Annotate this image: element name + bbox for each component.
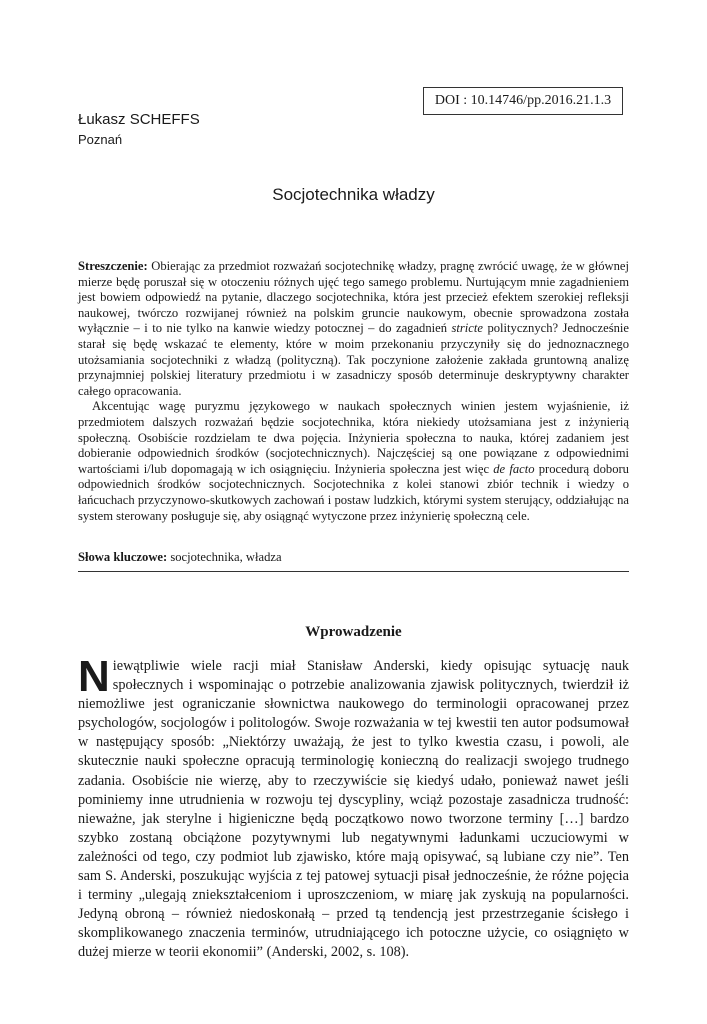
separator-rule (78, 571, 629, 572)
abstract-italic-2: de facto (493, 461, 535, 476)
abstract-paragraph-2 (78, 399, 629, 524)
abstract (78, 259, 629, 524)
author-name: Łukasz SCHEFFS (78, 111, 200, 128)
doi-box (423, 87, 623, 115)
body-text (78, 652, 629, 963)
keywords (78, 549, 629, 565)
keywords-value: socjotechnika, władza (167, 550, 282, 564)
abstract-text-2b: procedurą doboru odpowiednich środków socjotechnicznych. Socjotechnika z kolei stanowi zbiór technik i wiedzy o łańcuchach przyczynowo-skutkowych zachowań i postaw ludzkich, którymi system sterujący, oddziałując na system sterowany posługuje się, aby osiągnąć wytyczone przez inżynierię społeczną cele. (78, 461, 629, 523)
abstract-paragraph-1 (78, 259, 629, 399)
body-paragraph (78, 652, 629, 963)
abstract-italic-1: stricte (451, 321, 483, 336)
abstract-text-1b: politycznych? Jednocześnie starał się będę wskazać te elementy, które w moim przekonaniu przyczyniły się do jednoznacznego utożsamiania socjotechniki z władzą (polityczną). Tak poczynione założenie zakłada gruntowną analizę przynajmniej polskiej literatury przedmiotu i w zasadniczy sposób determinuje deskryptywny charakter całego opracowania. (78, 321, 629, 398)
section-heading: Wprowadzenie (305, 624, 402, 640)
keywords-label: Słowa kluczowe: (78, 550, 168, 564)
abstract-text-2a: Akcentując wagę puryzmu językowego w naukach społecznych winien jestem wyjaśnienie, iż przedmiotem dalszych rozważań będzie socjotechnika, która niekiedy utożsamiana jest z inżynierią społeczną. Osobiście rozdzielam te dwa pojęcia. Inżynieria społeczna to nauka, której zadaniem jest dobieranie odpowiednich środków (socjotechnicznych). Najczęściej są one powiązane z odpowiednimi wartościami i/lub dopomagają w ich osiągnięciu. Inżynieria społeczna jest więc (78, 399, 629, 476)
abstract-text-1a: Obierając za przedmiot rozważań socjotechnikę władzy, pragnę zwrócić uwagę, że w głównej mierze będę poruszał się w otoczeniu różnych ujęć tego samego problemu. Nurtującym mnie zagadnieniem jest bowiem odpowiedź na pytanie, dlaczego socjotechnika, która jest przecież efektem szerokiej refleksji naukowej, twórczo rozwijanej również na polskim gruncie naukowym, obecnie sprowadzona została wyłącznie – i to nie tylko na kanwie wiedzy potocznej – do zagadnień (78, 259, 629, 336)
article-title: Socjotechnika władzy (272, 185, 435, 204)
doi-text: DOI : 10.14746/pp.2016.21.1.3 (434, 93, 612, 108)
drop-cap: N (78, 652, 110, 701)
body-paragraph-text: iewątpliwie wiele racji miał Stanisław Anderski, kiedy opisując sytuację nauk społecznych i wspominając o potrzebie analizowania zjawisk politycznych, twierdził iż niemożliwe jest ograniczanie słownictwa naukowego do terminologii opracowanej przez psychologów, socjologów i politologów. Swoje rozważania w tej kwestii ten autor podsumował w następujący sposób: „Niektórzy uważają, że jest to tylko kwestia czasu, i powoli, ale skutecznie nauki społeczne opracują terminologię konieczną do realizacji swojego trudnego zadania. Osobiście nie wierzę, aby to rzeczywiście się kiedyś udało, ponieważ nawet jeśli pominiemy inne utrudnienia w rozwoju tej dyscypliny, wciąż pozostaje zasadnicza trudność: nieważne, jak sterylne i higieniczne będą początkowo nowo tworzone terminy […] bardzo szybko zostaną obciążone pozytywnymi lub negatywnymi ładunkami uczuciowymi w zależności od tego, czy podmiot lub zjawisko, które mają opisywać, są lubiane czy nie”. Ten sam S. Anderski, poszukując wyjścia z tej patowej sytuacji pisał jednocześnie, że różne pojęcia i terminy „ulegają zniekształceniom i uproszczeniom, w miarę jak zyskują na popularności. Jedyną obroną – również niedoskonałą – przed tą tendencją jest przestrzeganie ścisłego i skomplikowanego znaczenia terminów, utrudniającego ich potoczne użycie, co osiągnięto w dużej mierze w teorii ekonomii” (Anderski, 2002, s. 108). (78, 658, 629, 961)
author-affiliation: Poznań (78, 132, 123, 147)
abstract-label: Streszczenie: (78, 259, 148, 273)
